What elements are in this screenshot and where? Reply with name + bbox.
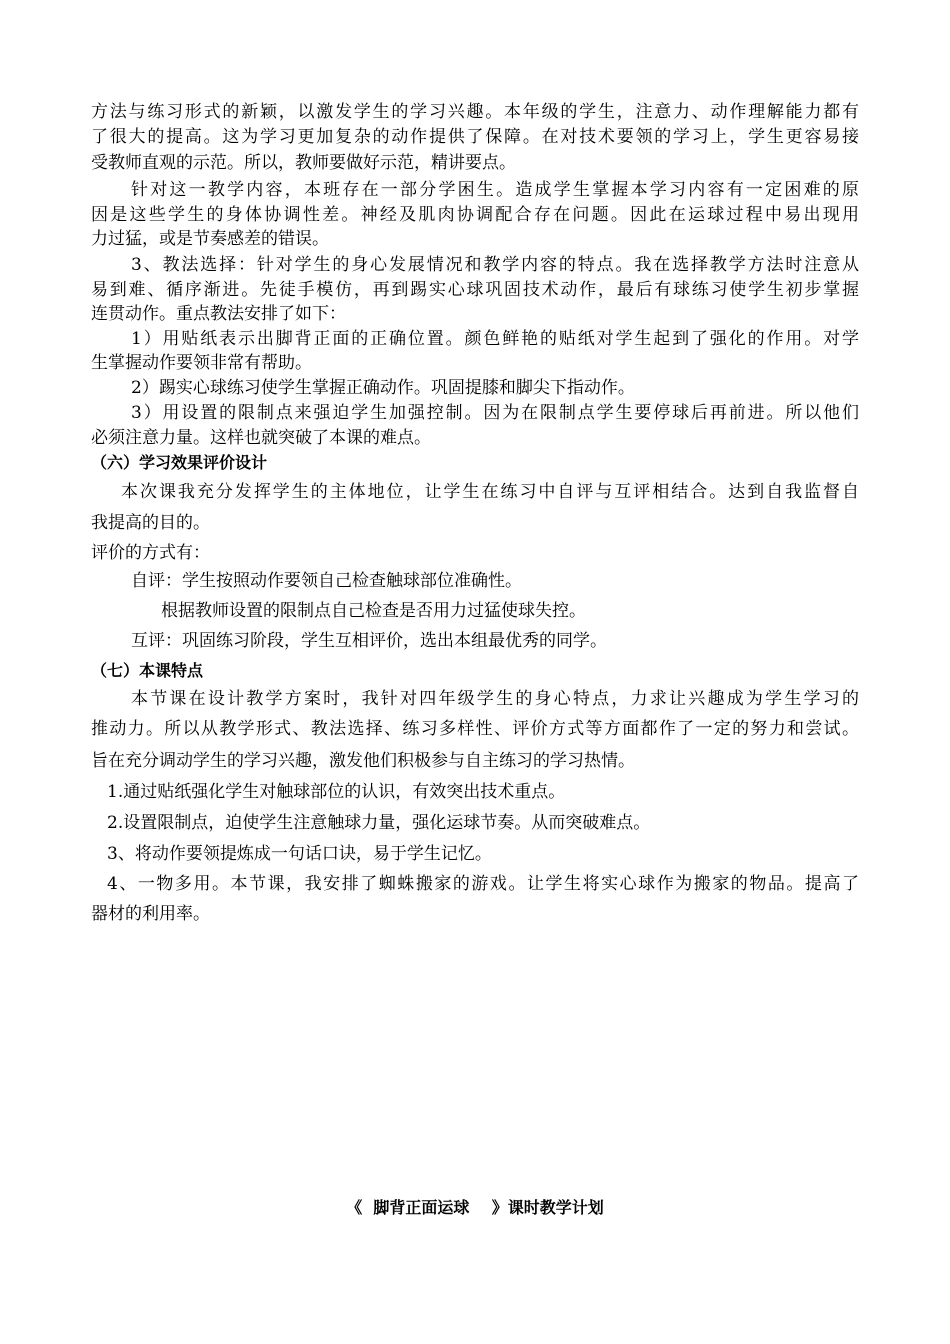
section-heading: （六）学习效果评价设计 <box>91 453 268 472</box>
paragraph-line: 我提高的目的。 <box>91 513 210 533</box>
list-item: 1）用贴纸表示出脚背正面的正确位置。颜色鲜艳的贴纸对学生起到了强化的作用。对学 <box>131 329 859 349</box>
paragraph-line: 受教师直观的示范。所以，教师要做好示范，精讲要点。 <box>91 153 516 173</box>
paragraph-line: 针对这一教学内容，本班存在一部分学困生。造成学生掌握本学习内容有一定困难的原 <box>131 180 859 200</box>
paragraph-line: 生掌握动作要领非常有帮助。 <box>91 353 312 373</box>
list-item: 3、将动作要领提炼成一句话口诀，易于学生记忆。 <box>107 844 492 864</box>
paragraph-line: 自评：学生按照动作要领自己检查触球部位准确性。 <box>131 571 522 591</box>
section-heading: （七）本课特点 <box>91 661 204 680</box>
paragraph-line: 方法与练习形式的新颖，以激发学生的学习兴趣。本年级的学生，注意力、动作理解能力都有 <box>91 102 859 122</box>
paragraph-line: 本次课我充分发挥学生的主体地位，让学生在练习中自评与互评相结合。达到自我监督自 <box>121 482 859 502</box>
list-item: 3）用设置的限制点来强迫学生加强控制。因为在限制点学生要停球后再前进。所以他们 <box>131 403 859 423</box>
paragraph-line: 力过猛，或是节奏感差的错误。 <box>91 229 329 249</box>
paragraph-line: 器材的利用率。 <box>91 904 210 924</box>
paragraph-line: 连贯动作。重点教法安排了如下： <box>91 304 346 324</box>
list-item: 2.设置限制点，迫使学生注意触球力量，强化运球节奏。从而突破难点。 <box>107 813 651 833</box>
paragraph-line: 根据教师设置的限制点自己检查是否用力过猛使球失控。 <box>161 601 586 621</box>
paragraph-line: 易到难、循序渐进。先徒手模仿，再到踢实心球巩固技术动作，最后有球练习使学生初步掌握 <box>91 280 859 300</box>
paragraph-line: 3、教法选择：针对学生的身心发展情况和教学内容的特点。我在选择教学方法时注意从 <box>131 255 859 275</box>
paragraph-line: 推动力。所以从教学形式、教法选择、练习多样性、评价方式等方面都作了一定的努力和尝试。 <box>91 719 859 739</box>
paragraph-line: 旨在充分调动学生的学习兴趣，激发他们积极参与自主练习的学习热情。 <box>91 751 635 771</box>
list-item: 2）踢实心球练习使学生掌握正确动作。巩固提膝和脚尖下指动作。 <box>131 378 635 398</box>
list-item: 1.通过贴纸强化学生对触球部位的认识，有效突出技术重点。 <box>107 782 566 802</box>
paragraph-line: 必须注意力量。这样也就突破了本课的难点。 <box>91 428 431 448</box>
paragraph-line: 评价的方式有： <box>91 543 210 563</box>
paragraph-line: 因是这些学生的身体协调性差。神经及肌肉协调配合存在问题。因此在运球过程中易出现用 <box>91 205 859 225</box>
page-title: 《 脚背正面运球 》课时教学计划 <box>346 1198 604 1217</box>
list-item: 4、一物多用。本节课，我安排了蜘蛛搬家的游戏。让学生将实心球作为搬家的物品。提高了 <box>107 874 859 894</box>
paragraph-line: 本节课在设计教学方案时，我针对四年级学生的身心特点，力求让兴趣成为学生学习的 <box>131 689 859 709</box>
paragraph-line: 互评：巩固练习阶段，学生互相评价，选出本组最优秀的同学。 <box>131 631 607 651</box>
paragraph-line: 了很大的提高。这为学习更加复杂的动作提供了保障。在对技术要领的学习上，学生更容易接 <box>91 127 859 147</box>
